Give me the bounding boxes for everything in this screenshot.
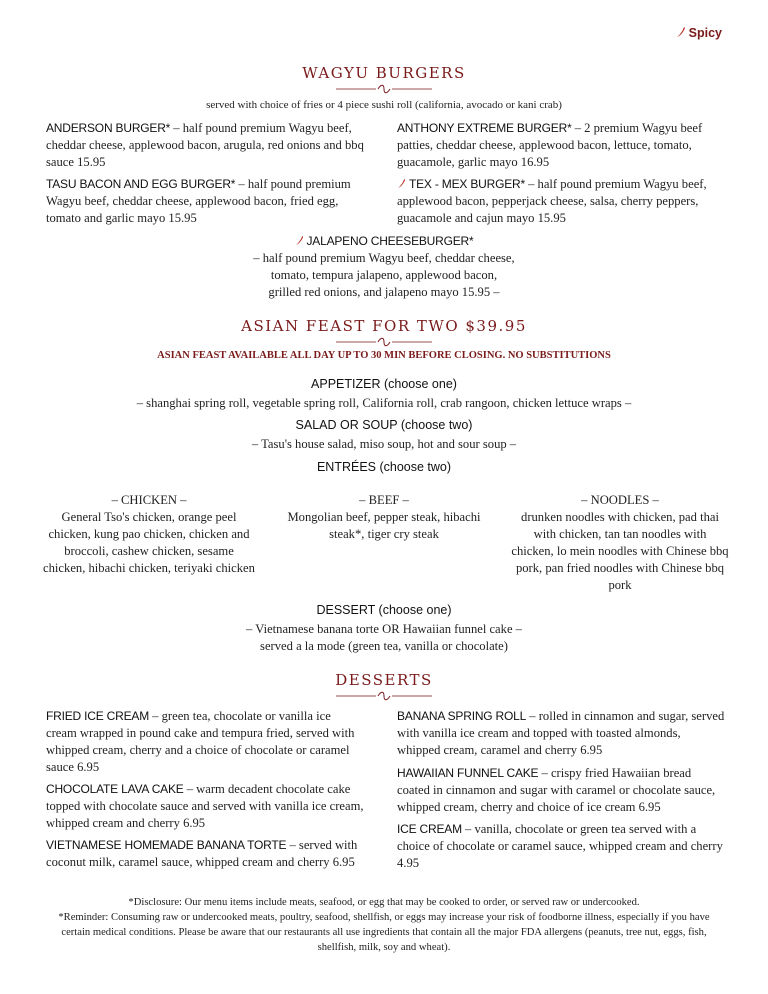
disclosure-text: *Disclosure: Our menu items include meats, seafood, or egg that may be cooked to order, or served raw or undercooked. — [128, 897, 640, 908]
item-desc: – rolled in cinnamon and sugar, served with vanilla ice cream and topped with toasted almonds, whipped cream, caramel and cherry 6.95 — [397, 709, 725, 757]
item-desc-line: – half pound premium Wagyu beef, cheddar cheese, — [253, 251, 515, 265]
chili-pepper-icon — [295, 235, 304, 246]
item-desc-line: grilled red onions, and jalapeno mayo 15.95 – — [268, 285, 500, 299]
desserts-title: DESSERTS — [335, 671, 433, 689]
item-name: TASU BACON AND EGG BURGER* — [46, 177, 236, 191]
item-desc: – served with coconut milk, caramel sauce, whipped cream and cherry 6.95 — [46, 838, 358, 869]
item-name: JALAPENO CHEESEBURGER* — [306, 234, 474, 248]
flourish-divider — [334, 337, 434, 347]
column-items: Mongolian beef, pepper steak, hibachi steak*, tiger cry steak — [287, 510, 481, 541]
salad-heading: SALAD OR SOUP (choose two) — [295, 418, 473, 432]
item-desc: – green tea, chocolate or vanilla ice cream wrapped in pound cake and tempura fried, served with whipped cream, cherry and a choice of chocolate or caramel sauce 6.95 — [46, 709, 355, 774]
chicken-column — [34, 492, 264, 577]
footer-disclosure — [44, 895, 724, 955]
feast-notice: ASIAN FEAST AVAILABLE ALL DAY UP TO 30 MIN BEFORE CLOSING. NO SUBSTITUTIONS — [157, 350, 611, 361]
fried-ice-cream — [46, 708, 364, 776]
item-name: CHOCOLATE LAVA CAKE — [46, 782, 184, 796]
dessert-heading: DESSERT (choose one) — [316, 603, 452, 617]
item-name: ANDERSON BURGER* — [46, 121, 171, 135]
flourish-divider — [334, 691, 434, 701]
appetizer-items: – shanghai spring roll, vegetable spring roll, California roll, crab rangoon, chicken lettuce wraps – — [136, 396, 632, 410]
item-desc: – warm decadent chocolate cake topped with chocolate sauce and served with vanilla ice cream, whipped cream and cherry 6.95 — [46, 782, 364, 830]
item-desc: – half pound premium Wagyu beef, cheddar cheese, applewood bacon, fried egg, tomato and garlic mayo 15.95 — [46, 177, 351, 225]
column-items: General Tso's chicken, orange peel chicken, kung pao chicken, chicken and broccoli, cashew chicken, sesame chicken, hibachi chicken, teriyaki chicken — [43, 510, 255, 575]
salad-items: – Tasu's house salad, miso soup, hot and sour soup – — [251, 437, 517, 451]
chili-pepper-icon — [397, 178, 406, 189]
item-desc: – vanilla, chocolate or green tea served with a choice of chocolate or caramel sauce, whipped cream and cherry 4.95 — [397, 822, 723, 870]
feast-title: ASIAN FEAST FOR TWO $39.95 — [241, 317, 527, 335]
entrees-heading: ENTRÉES (choose two) — [316, 460, 452, 474]
noodles-column — [505, 492, 735, 594]
item-name: HAWAIIAN FUNNEL CAKE — [397, 766, 539, 780]
item-name: VIETNAMESE HOMEMADE BANANA TORTE — [46, 838, 287, 852]
chocolate-lava-cake — [46, 781, 364, 832]
item-desc: – 2 premium Wagyu beef patties, cheddar cheese, applewood bacon, lettuce, tomato, guacamole, garlic mayo 16.95 — [397, 121, 703, 169]
column-label: – CHICKEN – — [111, 493, 187, 507]
reminder-text: *Reminder: Consuming raw or undercooked meats, poultry, seafood, shellfish, or eggs may increase your risk of foodborne illness, especially if you have certain medical conditions. Please be aware that our restaurants all use ingredients that contain all the major FDA allergens (peanuts, tree nut, eggs, fish, shellfish, milk, soy and wheat). — [58, 912, 710, 953]
item-desc: – half pound premium Wagyu beef, applewood bacon, pepperjack cheese, salsa, cherry peppers, guacamole and cajun mayo 15.95 — [397, 177, 707, 225]
anderson-burger — [46, 120, 366, 171]
item-name: ICE CREAM — [397, 822, 462, 836]
anthony-burger — [397, 120, 727, 171]
column-label: – BEEF – — [359, 493, 409, 507]
item-name: FRIED ICE CREAM — [46, 709, 150, 723]
item-desc: – crispy fried Hawaiian bread coated in cinnamon and sugar with caramel or chocolate sauce, whipped cream, cherry and choice of ice cream 6.95 — [397, 766, 716, 814]
beef-column — [269, 492, 499, 543]
item-name: ANTHONY EXTREME BURGER* — [397, 121, 572, 135]
hawaiian-funnel-cake — [397, 765, 727, 816]
spicy-legend — [676, 26, 722, 40]
wagyu-title: WAGYU BURGERS — [302, 64, 466, 82]
chili-pepper-icon — [676, 26, 686, 38]
banana-torte — [46, 837, 364, 871]
jalapeno-burger — [0, 233, 768, 301]
column-items: drunken noodles with chicken, pad thai with chicken, tan tan noodles with chicken, lo mein noodles with Chinese bbq pork, pan fried noodles with Chinese bbq pork — [511, 510, 729, 592]
dessert-line: – Vietnamese banana torte OR Hawaiian funnel cake – — [246, 622, 522, 636]
wagyu-subtitle: served with choice of fries or 4 piece sushi roll (california, avocado or kani crab) — [206, 99, 562, 111]
dessert-line: served a la mode (green tea, vanilla or chocolate) — [260, 639, 508, 653]
flourish-divider — [334, 84, 434, 94]
item-desc: – half pound premium Wagyu beef, cheddar cheese, applewood bacon, arugula, red onions and bbq sauce 15.95 — [46, 121, 364, 169]
dessert-options — [0, 621, 768, 655]
ice-cream — [397, 821, 727, 872]
column-label: – NOODLES – — [581, 493, 659, 507]
tasu-burger — [46, 176, 366, 227]
spicy-label: Spicy — [688, 26, 722, 40]
texmex-burger — [397, 176, 727, 227]
item-name: BANANA SPRING ROLL — [397, 709, 527, 723]
item-desc-line: tomato, tempura jalapeno, applewood bacon, — [270, 268, 498, 282]
appetizer-heading: APPETIZER (choose one) — [311, 377, 457, 391]
banana-spring-roll — [397, 708, 727, 759]
item-name: TEX - MEX BURGER* — [409, 177, 525, 191]
